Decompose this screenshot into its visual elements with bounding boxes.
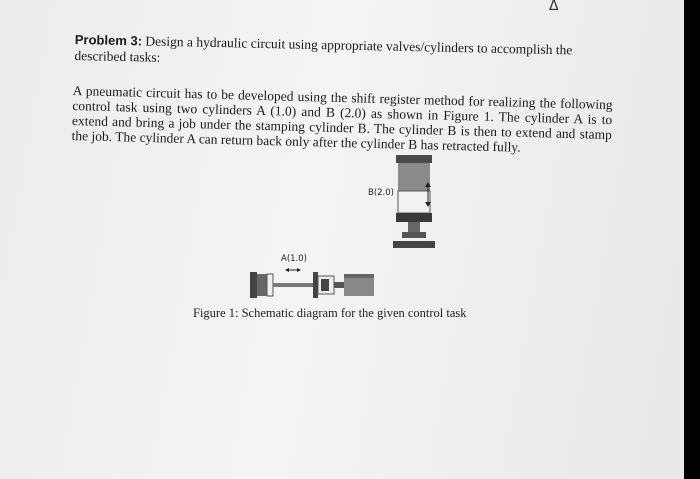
cylinder-b — [393, 155, 435, 248]
corner-triangle-icon: Δ — [549, 0, 559, 14]
cylinder-b-label: B(2.0) — [368, 188, 394, 198]
cylinder-a-label: A(1.0) — [281, 254, 307, 264]
problem-label: Problem 3: — [74, 32, 143, 49]
figure-caption: Figure 1: Schematic diagram for the given control task — [193, 306, 467, 320]
problem-text: Design a hydraulic circuit using appropriate valves/cylinders to accomplish the described tasks: — [74, 33, 573, 65]
cylinder-a-stroke-arrow — [285, 268, 301, 272]
task-paragraph: A pneumatic circuit has to be developed using the shift register method for realizing the following control task using two cylinders A (1.0) and B (2.0) as shown in Figure 1. The cylinder A is to extend and bring a job under the stamping cylinder B. The cylinder B is then to extend and stamp the job. The cylinder A can return back only after the cylinder B has retracted fully. — [71, 83, 613, 155]
cylinder-a — [250, 272, 374, 298]
